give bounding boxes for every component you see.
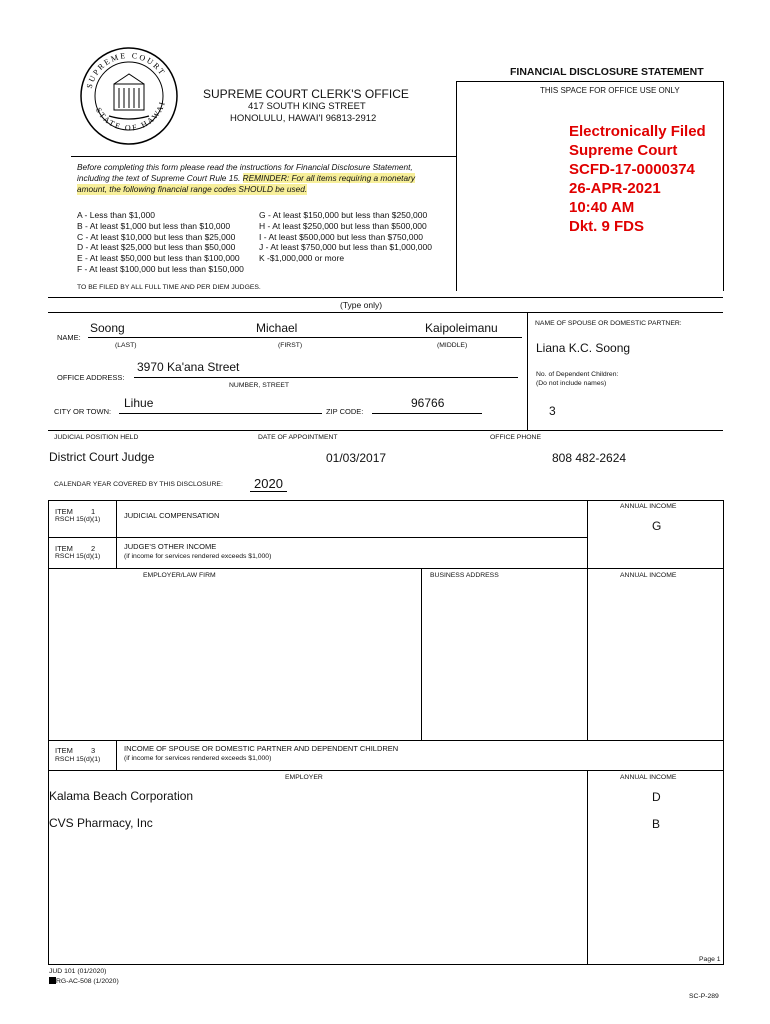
middle-label: (MIDDLE) [437, 342, 468, 349]
filed-by-note: TO BE FILED BY ALL FULL TIME AND PER DIEM JUDGES. [77, 284, 261, 291]
item1-item: ITEM [55, 507, 73, 516]
item3-row-2-employer[interactable]: CVS Pharmacy, Inc [49, 816, 153, 830]
code-k: K -$1,000,000 or more [259, 253, 345, 264]
dependents-label-1: No. of Dependent Children: [536, 371, 619, 378]
city-value[interactable]: Lihue [124, 396, 154, 410]
item2-employer-header: EMPLOYER/LAW FIRM [143, 572, 216, 579]
item3-income-header: ANNUAL INCOME [620, 774, 677, 781]
phone-value[interactable]: 808 482-2624 [552, 451, 627, 465]
form-revision [49, 977, 119, 985]
item2-income-header: ANNUAL INCOME [620, 572, 677, 579]
number-street-label: NUMBER, STREET [229, 382, 290, 389]
office-address-2: HONOLULU, HAWAI'I 96813-2912 [230, 113, 377, 124]
code-g: G - At least $150,000 but less than $250,000 [259, 210, 428, 220]
type-only-label: (Type only) [340, 300, 383, 310]
name-label: NAME: [57, 333, 81, 342]
stamp-line-1: Electronically Filed [569, 123, 706, 140]
office-name: SUPREME COURT CLERK'S OFFICE [203, 87, 409, 101]
first-label: (FIRST) [278, 342, 303, 349]
reminder-text: REMINDER: For all items requiring a monetary [242, 173, 416, 183]
item1-label [55, 507, 95, 516]
office-use-label: THIS SPACE FOR OFFICE USE ONLY [540, 86, 680, 95]
dependents-value[interactable]: 3 [549, 404, 556, 418]
form-revision-text: RG-AC-508 (1/2020) [56, 978, 119, 985]
middle-name-value[interactable]: Kaipoleimanu [425, 321, 498, 335]
stamp-line-2: Supreme Court [569, 142, 678, 159]
code-d: D - At least $25,000 but less than $50,000 [77, 242, 236, 253]
item3-row-1-income[interactable]: D [652, 790, 661, 804]
item1-income-value[interactable]: G [652, 519, 662, 533]
item1-income-label: ANNUAL INCOME [620, 503, 677, 510]
item3-description-2: (if income for services rendered exceeds $1,000) [124, 755, 272, 762]
first-name-value[interactable]: Michael [256, 321, 298, 335]
zip-value[interactable]: 96766 [411, 396, 445, 410]
code-b: B - At least $1,000 but less than $10,000 [77, 220, 231, 231]
stamp-line-3: SCFD-17-0000374 [569, 161, 695, 178]
item1-number: 1 [91, 507, 96, 516]
item2-item: ITEM [55, 544, 73, 553]
item2-label [55, 544, 95, 553]
item3-description-1: INCOME OF SPOUSE OR DOMESTIC PARTNER AND DEPENDENT CHILDREN [124, 744, 399, 753]
code-e: E - At least $50,000 but less than $100,000 [77, 253, 240, 264]
instructions-line-3: amount, the following financial range codes SHOULD be used. [77, 184, 308, 194]
item3-row-2-income[interactable]: B [652, 817, 661, 831]
item3-item: ITEM [55, 746, 73, 755]
calendar-year-value[interactable]: 2020 [254, 476, 283, 491]
city-label: CITY OR TOWN: [54, 407, 112, 416]
code-h: H - At least $250,000 but less than $500,000 [259, 220, 427, 231]
item3-employer-header: EMPLOYER [285, 774, 323, 781]
form-title: FINANCIAL DISCLOSURE STATEMENT [510, 66, 704, 78]
document-code: SC-P-289 [689, 993, 719, 1000]
item1-description: JUDICIAL COMPENSATION [124, 511, 220, 520]
code-i: I - At least $500,000 but less than $750,000 [259, 231, 423, 242]
spouse-value[interactable]: Liana K.C. Soong [536, 341, 631, 355]
codes-right [259, 210, 432, 264]
phone-label: OFFICE PHONE [490, 434, 541, 441]
item2-number: 2 [91, 544, 96, 553]
codes-left [77, 210, 244, 275]
last-label: (LAST) [115, 342, 137, 349]
stamp-line-4: 26-APR-2021 [569, 180, 661, 197]
calendar-year-label: CALENDAR YEAR COVERED BY THIS DISCLOSURE: [54, 481, 223, 488]
dependents-label-2: (Do not include names) [536, 380, 607, 387]
supreme-court-seal [79, 46, 179, 146]
svg-text:STATE OF HAWAII: STATE OF HAWAI [93, 99, 168, 133]
item2-description-2: (if income for services rendered exceeds $1,000) [124, 553, 272, 560]
item2-address-header: BUSINESS ADDRESS [430, 572, 499, 579]
position-label: JUDICIAL POSITION HELD [54, 434, 139, 441]
item2-description-1: JUDGE'S OTHER INCOME [124, 542, 217, 551]
item3-number: 3 [91, 746, 96, 755]
code-c: C - At least $10,000 but less than $25,000 [77, 231, 236, 242]
item3-label [55, 746, 95, 755]
zip-label: ZIP CODE: [326, 407, 364, 416]
page-number: Page 1 [699, 956, 721, 963]
revision-icon [49, 977, 56, 984]
item2-rule: RSCH 15(d)(1) [55, 553, 101, 560]
office-address-value[interactable]: 3970 Ka'ana Street [137, 360, 240, 374]
item3-row-1-employer[interactable]: Kalama Beach Corporation [49, 789, 194, 803]
item1-rule: RSCH 15(d)(1) [55, 516, 101, 523]
filing-stamp [569, 122, 706, 236]
stamp-line-5: 10:40 AM [569, 199, 635, 216]
spouse-label: NAME OF SPOUSE OR DOMESTIC PARTNER: [535, 320, 682, 327]
code-f: F - At least $100,000 but less than $150,000 [77, 263, 244, 274]
svg-text:SUPREME COURT: SUPREME COURT [84, 50, 168, 90]
appointment-label: DATE OF APPOINTMENT [258, 434, 338, 441]
code-a: A - Less than $1,000 [77, 210, 155, 220]
position-value[interactable]: District Court Judge [49, 450, 155, 464]
instructions-line-2: including the text of Supreme Court Rule 15. [77, 173, 241, 183]
office-address-label: OFFICE ADDRESS: [57, 373, 125, 382]
stamp-line-6: Dkt. 9 FDS [569, 218, 645, 235]
office-address-1: 417 SOUTH KING STREET [248, 101, 366, 112]
form-number: JUD 101 (01/2020) [49, 968, 107, 975]
code-j: J - At least $750,000 but less than $1,000,000 [259, 242, 432, 253]
item3-rule: RSCH 15(d)(1) [55, 756, 101, 763]
instructions [77, 162, 455, 195]
last-name-value[interactable]: Soong [90, 321, 125, 335]
appointment-value[interactable]: 01/03/2017 [326, 451, 387, 465]
instructions-line-1: Before completing this form please read the instructions for Financial Disclosure Statement, [77, 162, 413, 172]
